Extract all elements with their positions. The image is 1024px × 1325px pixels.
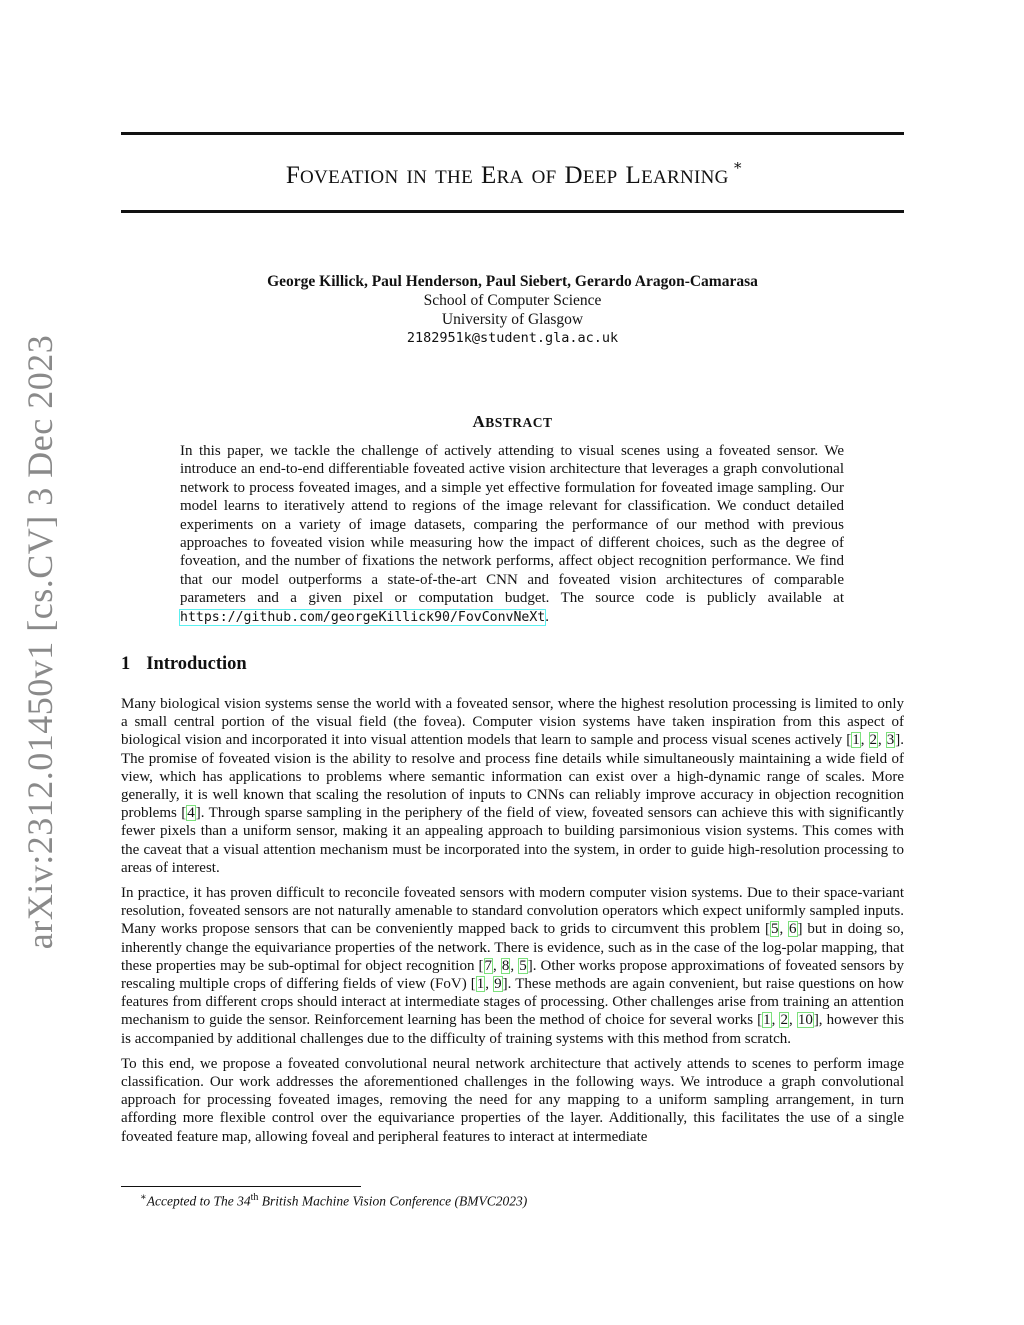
- citation-link[interactable]: 8: [501, 957, 510, 974]
- footnote-text-end: British Machine Vision Conference (BMVC2023): [258, 1193, 528, 1209]
- title-word-initial: E: [480, 162, 497, 190]
- title-word-rest: OVEATION: [300, 167, 399, 189]
- title-word: [564, 162, 617, 189]
- paragraph-text: ] but in doing so, inherently change the equivariance properties of the network. There is evidence, such as in the case of the log-polar mapping, that these properties may be sub-optimal for object recognition [: [121, 921, 904, 974]
- author-names: George Killick, Paul Henderson, Paul Siebert, Gerardo Aragon-Camarasa: [267, 273, 758, 290]
- paragraph-text: ,: [510, 957, 519, 974]
- title-word-rest: EARNING: [641, 167, 729, 189]
- footnote: [140, 1192, 527, 1210]
- body-paragraph: [121, 695, 904, 877]
- paragraph-text: ,: [788, 1012, 797, 1029]
- paragraph-text: ]. Other works propose approximations of foveated sensors by rescaling multiple crops of differing fields of view (FoV) [: [121, 957, 905, 993]
- title-word-initial: D: [564, 162, 583, 190]
- citation-link[interactable]: 5: [519, 957, 527, 974]
- section-title: Introduction: [146, 654, 247, 674]
- citation-link[interactable]: 7: [484, 957, 493, 974]
- title-word-rest: RA: [496, 167, 524, 189]
- footnote-rule: [121, 1186, 361, 1187]
- title-word-initial: L: [625, 162, 642, 190]
- paragraph-text: ]. Through sparse sampling in the periphery of the field of view, foveated sensors can achieve this with significantly fewer pixels than a uniform sensor, making it an appealing approach to building parsimonious vision systems. This comes with the caveat that a visual attention mechanism must be incorporated into the system, in order to guide high-resolution processing to areas of interest.: [121, 805, 904, 876]
- author-block: [121, 272, 904, 348]
- abstract-text: [180, 442, 844, 627]
- paragraph-text: In practice, it has proven difficult to reconcile foveated sensors with modern computer vision systems. Due to their space-variant resolution, foveated sensors are not naturally amenable to standard convolution operators which expect uniformly sampled inputs. Many works propose sensors that can be conveniently mapped back to grids to circumvent this problem [: [121, 885, 904, 938]
- citation-link[interactable]: 10: [797, 1012, 813, 1029]
- paragraph-text: Many biological vision systems sense the world with a foveated sensor, where the highest resolution processing is limited to only a small central portion of the visual field (the fovea). Computer vision systems have taken inspiration from this aspect of biological vision and incorporated it into visual attention models that learn to sample and process visual scenes actively [: [121, 696, 904, 749]
- paragraph-text: ,: [771, 1012, 780, 1029]
- paragraph-text: ], however this is accompanied by additional challenges due to the difficulty of training systems with this method from scratch.: [121, 1012, 905, 1047]
- abstract-end: .: [545, 608, 549, 625]
- paragraph-text: ,: [485, 976, 494, 993]
- title-word: [532, 162, 557, 189]
- abstract-heading: [121, 412, 904, 432]
- paper-title: [121, 160, 904, 190]
- body-paragraph: [121, 884, 904, 1048]
- footnote-text-start: Accepted to The 34: [146, 1193, 251, 1209]
- author-department: School of Computer Science: [423, 292, 602, 309]
- body-paragraph: [121, 1055, 904, 1146]
- abstract-heading-rest: BSTRACT: [485, 415, 553, 430]
- author-email[interactable]: 2182951k@student.gla.ac.uk: [406, 330, 619, 346]
- footnote-mark: ∗: [140, 1192, 147, 1203]
- citation-link[interactable]: 1: [476, 976, 485, 993]
- citation-link[interactable]: 4: [187, 805, 195, 822]
- source-code-link[interactable]: https://github.com/georgeKillick90/FovConvNeXt: [180, 609, 546, 625]
- paragraph-text: ,: [878, 732, 886, 749]
- citation-link[interactable]: 5: [770, 921, 779, 938]
- title-word-initial: F: [285, 162, 301, 190]
- title-footnote-mark: ∗: [732, 158, 744, 174]
- footnote-ordinal: th: [250, 1192, 259, 1203]
- title-word-rest: EEP: [582, 167, 618, 189]
- title-bottom-rule: [121, 210, 904, 213]
- section-number: 1: [121, 654, 131, 674]
- introduction-body: [121, 695, 904, 1153]
- title-word: [481, 162, 524, 189]
- paragraph-text: ,: [493, 957, 501, 974]
- citation-link[interactable]: 3: [886, 732, 895, 749]
- paragraph-text: To this end, we propose a foveated convolutional neural network architecture that actively attends to scenes to perform image classification. Our work addresses the aforementioned challenges in the following ways. We introduce a graph convolutional approach for processing foveated images, removing the need for any mapping to a uniform sampling arrangement, in turn affording more flexible control over the equivariance properties of the layer. Additionally, this facilitates the use of a single foveated feature map, allowing foveal and peripheral features to interact at intermediate: [121, 1055, 904, 1145]
- citation-link[interactable]: 1: [763, 1012, 771, 1029]
- title-word: [435, 162, 473, 189]
- citation-link[interactable]: 6: [789, 921, 797, 938]
- citation-link[interactable]: 2: [869, 732, 877, 749]
- citation-link[interactable]: 9: [494, 976, 502, 993]
- title-word: [286, 162, 399, 189]
- arxiv-stamp-text: arXiv:2312.01450v1 [cs.CV] 3 Dec 2023: [20, 334, 60, 950]
- title-word-rest: OF: [531, 167, 557, 189]
- abstract-heading-first: A: [472, 412, 486, 431]
- author-university: University of Glasgow: [441, 311, 584, 328]
- title-top-rule: [121, 132, 904, 135]
- section-heading-introduction: [121, 654, 247, 675]
- paragraph-text: ]. These methods are again convenient, but raise questions on how features from different crops should interact at intermediate stages of processing. Other challenges arise from training an attention mechanism to guide the sensor. Reinforcement learning has been the method of choice for several works [: [121, 976, 905, 1029]
- citation-link[interactable]: 1: [852, 732, 860, 749]
- paragraph-text: ,: [860, 732, 869, 749]
- title-word: [626, 162, 729, 189]
- title-word-rest: THE: [435, 167, 473, 189]
- citation-link[interactable]: 2: [780, 1012, 788, 1029]
- abstract-body: In this paper, we tackle the challenge of actively attending to visual scenes using a foveated sensor. We introduce an end-to-end differentiable foveated active vision architecture that leverages a graph convolutional network to process foveated images, and a simple yet effective formulation for foveated image sampling. Our model learns to iteratively attend to regions of the image relevant for classification. We conduct detailed experiments on a variety of image datasets, comparing the performance of our method with previous approaches to foveated vision while measuring how the impact of different choices, such as the degree of foveation, and the number of fixations the network performs, affect object recognition performance. We find that our model outperforms a state-of-the-art CNN and foveated vision architectures of comparable parameters and a given pixel or computation budget. The source code is publicly available at: [180, 443, 844, 607]
- paragraph-text: ,: [779, 921, 789, 938]
- paragraph-text: ]. The promise of foveated vision is the ability to resolve and process fine details while simultaneously maintaining a wide field of view, which has applications to problems where semantic information can exist over a high-dynamic range of scales. More generally, it is well known that scaling the resolution of inputs to CNNs can reliably improve accuracy in objection recognition problems [: [121, 732, 905, 822]
- title-word: [406, 162, 427, 189]
- title-word-rest: IN: [406, 167, 428, 189]
